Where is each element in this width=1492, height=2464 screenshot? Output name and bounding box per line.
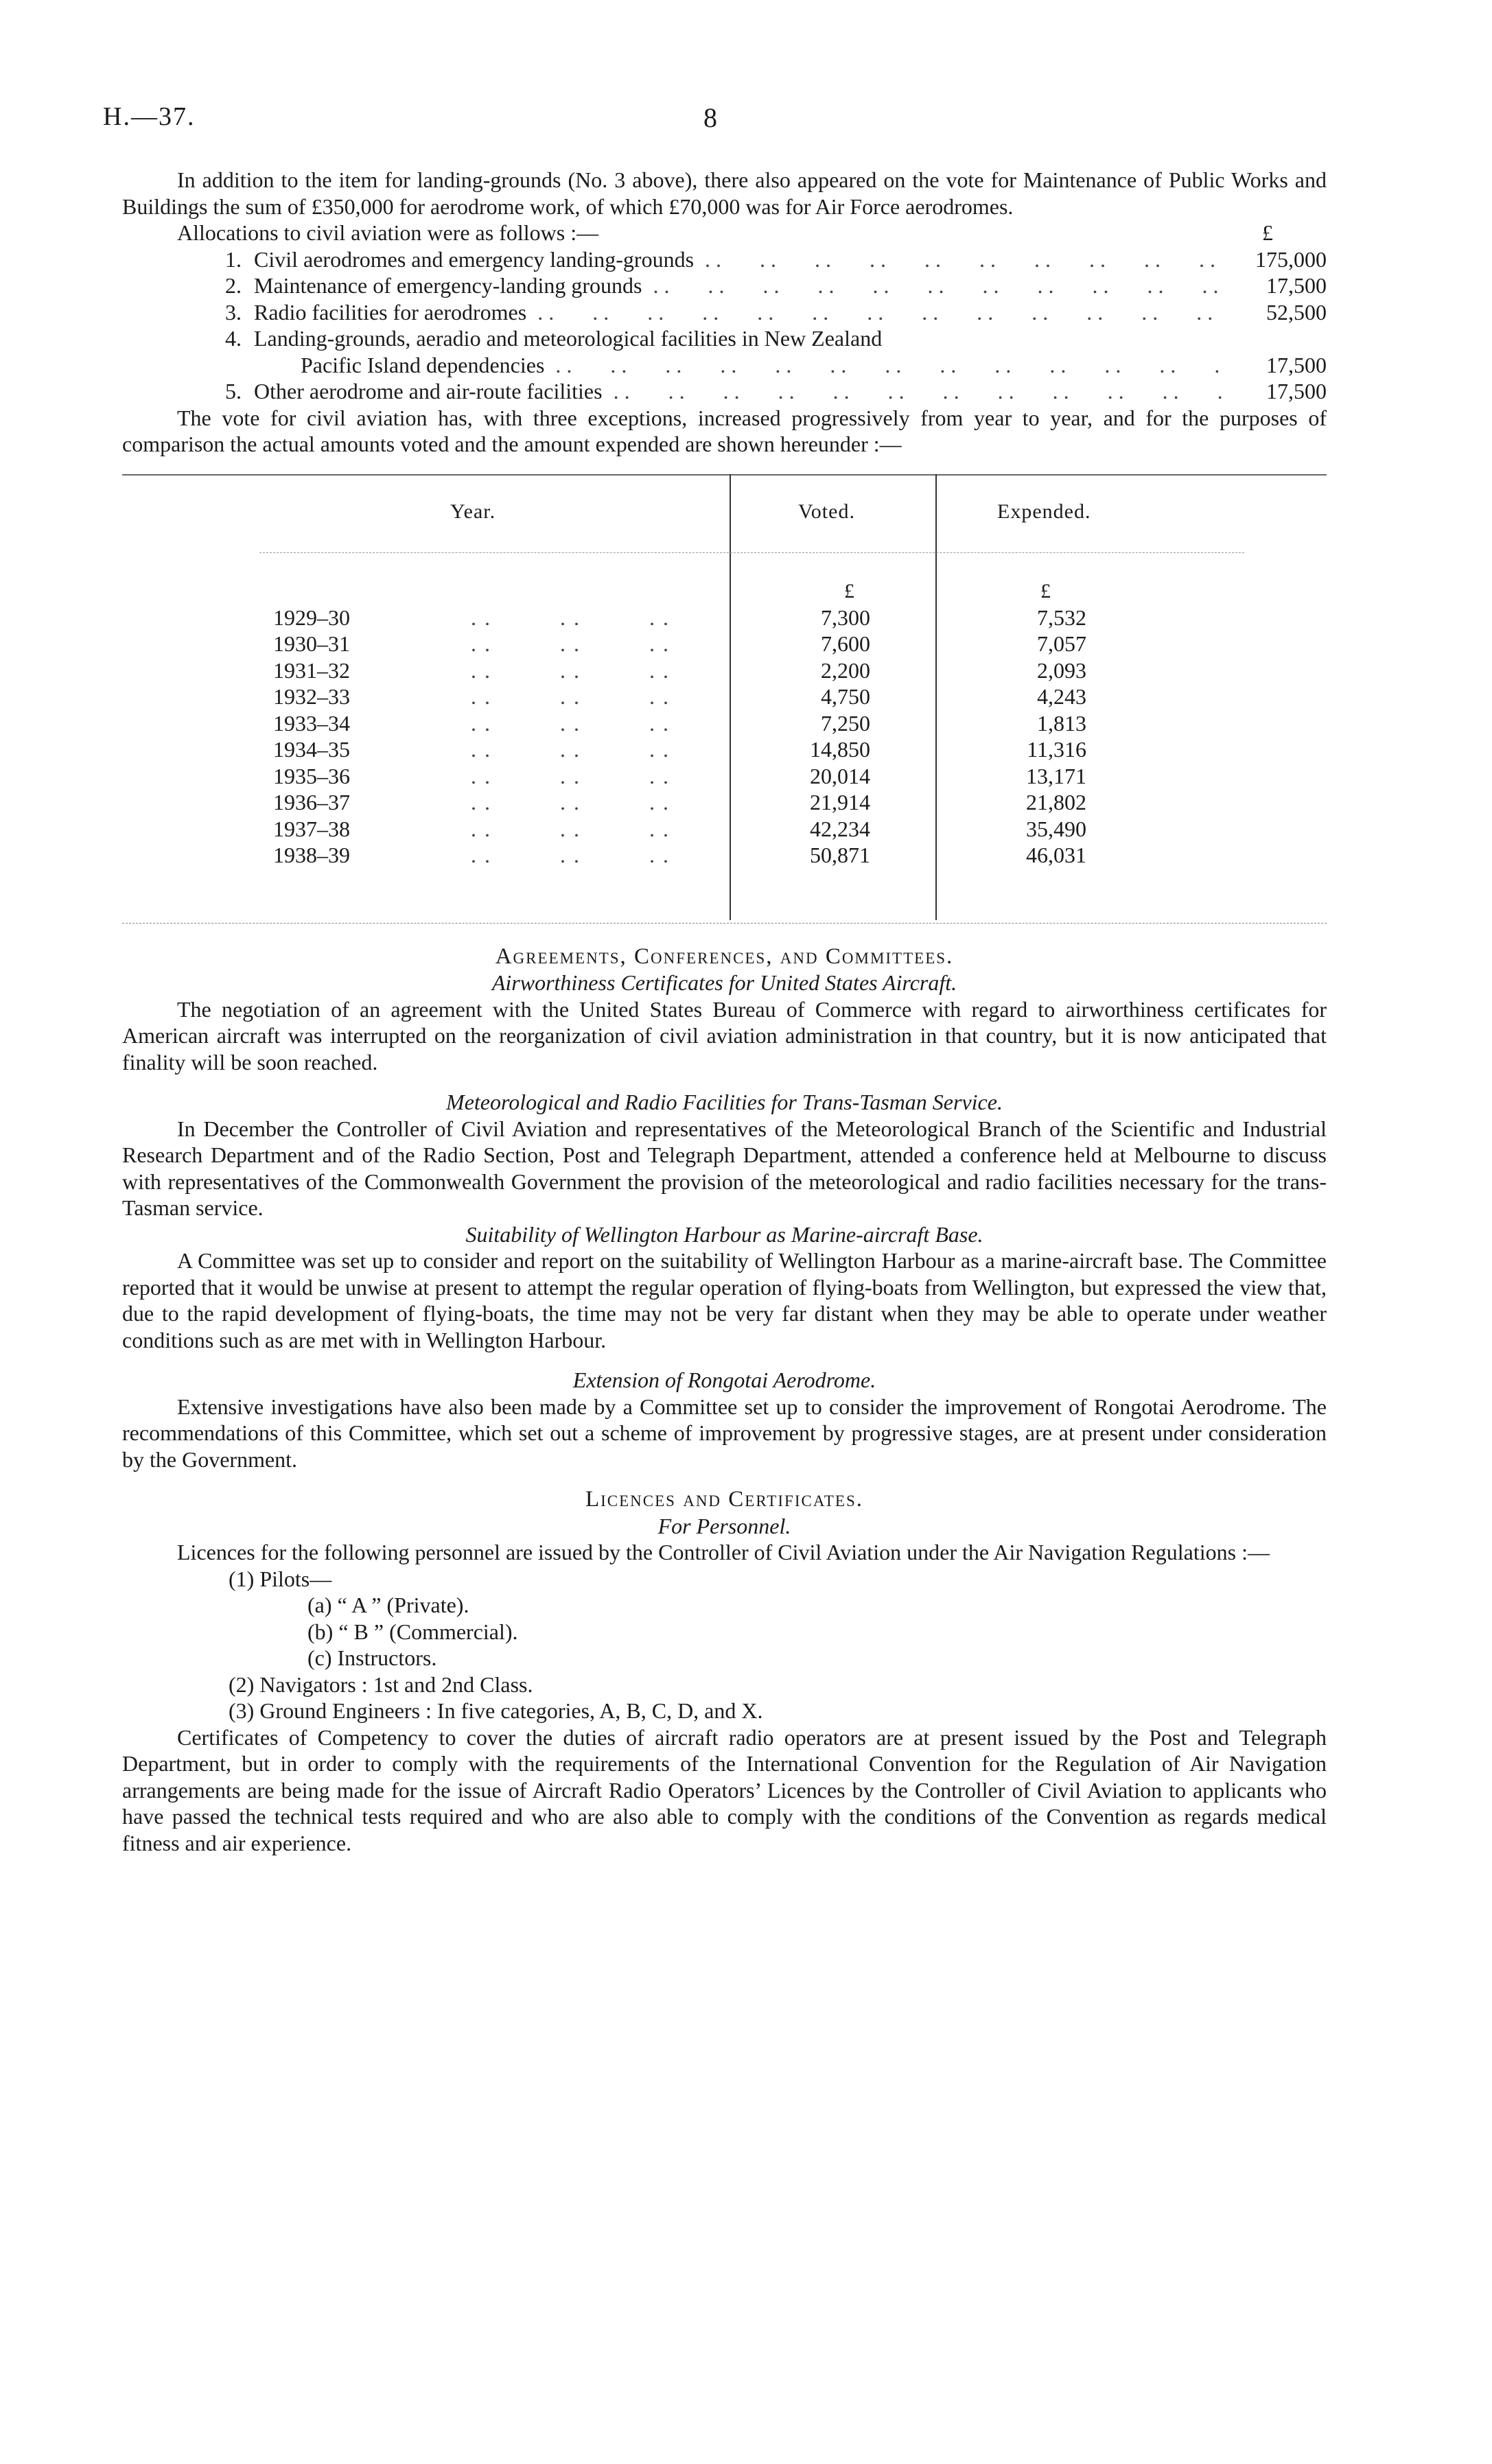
header-year: Year. [450,500,496,523]
row-voted: 21,914 [810,790,870,814]
row-year: 1934–35 [273,737,350,762]
licences-heading: Licences and Certificates. [585,1487,864,1512]
row-year: 1937–38 [273,816,350,841]
allocation-amount: 52,500 [1266,299,1327,325]
row-leader-dots: . . . . . . [471,737,670,762]
row-expended: 7,057 [1037,631,1086,656]
row-year: 1936–37 [273,790,350,814]
table-header-rule [259,552,1244,553]
allocation-item [225,246,1327,273]
row-expended: 2,093 [1037,657,1086,683]
voted-currency: £ [844,579,854,602]
allocations-intro: Allocations to civil aviation were as follows :— [177,220,599,245]
allocations-currency: £ [1262,220,1273,245]
allocation-item [225,299,1327,326]
allocation-label-continued: Pacific Island dependencies . . [301,352,1224,379]
row-leader-dots: . . . . . . [471,790,670,814]
allocation-number: 2. [225,273,242,298]
licences-intro: Licences for the following personnel are issued by the Controller of Civil Aviation under the Air Navigation Regulations :— [177,1540,1270,1564]
row-leader-dots: . . . . . . [471,631,670,656]
section-subheading: Suitability of Wellington Harbour as Marine-aircraft Base. [465,1221,983,1247]
row-voted: 2,200 [821,657,870,683]
section-subheading: Airworthiness Certificates for United States Aircraft. [491,970,957,995]
row-leader-dots: . . . . . . [471,843,670,867]
table-row [122,816,1327,843]
row-expended: 11,316 [1027,737,1086,762]
allocations-list [225,246,1327,405]
row-voted: 42,234 [810,816,870,841]
allocation-item [225,272,1327,299]
row-year: 1938–39 [273,843,350,867]
allocation-amount: 175,000 [1255,246,1327,272]
table-row [122,736,1327,763]
row-year: 1930–31 [273,631,350,656]
table-top-rule [122,474,1327,476]
row-leader-dots: . . . . . . [471,710,670,736]
row-expended: 4,243 [1037,684,1086,709]
row-leader-dots: . . . . . . [471,605,670,630]
table-row [122,657,1327,684]
row-expended: 7,532 [1037,605,1086,630]
agreements-heading: Agreements, Conferences, and Committees. [495,943,954,969]
row-leader-dots: . . . . . . [471,684,670,709]
licences-subheading: For Personnel. [657,1513,791,1538]
table-row [122,789,1327,816]
row-expended: 13,171 [1026,763,1086,788]
row-voted: 7,300 [821,605,870,630]
allocation-amount: 17,500 [1266,379,1327,403]
report-code: H.—37. [103,102,196,131]
row-expended: 35,490 [1026,816,1086,841]
allocations-intro-line [122,220,1327,246]
row-year: 1935–36 [273,763,350,788]
table-row [122,605,1327,631]
row-expended: 46,031 [1026,843,1086,867]
allocation-amount: 17,500 [1266,273,1327,298]
row-voted: 7,600 [821,631,870,656]
table-row [122,631,1327,657]
vote-table [122,470,1327,937]
section-paragraph: In December the Controller of Civil Aviation and representatives of the Meteorological Branch of the Scientific and Industrial Research Department and of the Radio Section, Post and Telegraph Department, attended a conference held at Melbourne to discuss with representatives of the Commonwealth Government the provision of the meteorological and radio facilities necessary for the trans-Tasman service. [122,1116,1327,1220]
table-row [122,683,1327,710]
row-leader-dots: . . . . . . [471,816,670,841]
intro-paragraph: In addition to the item for landing-grounds (No. 3 above), there also appeared on the vote for Maintenance of Public Works and Buildings the sum of £350,000 for aerodrome work, of which £70,000 was for Air Force aerodromes. [122,167,1327,219]
vote-paragraph: The vote for civil aviation has, with three exceptions, increased progressively from year to year, and for the purposes of comparison the actual amounts voted and the amount expended are shown hereunder :— [122,405,1327,456]
section-subheading: Extension of Rongotai Aerodrome. [572,1368,876,1392]
licences-closing: Certificates of Competency to cover the duties of aircraft radio operators are at present issued by the Post and Telegraph Department, but in order to comply with the requirements of the International Convention for the Regulation of Air Navigation arrangements are being made for the issue of Aircraft Radio Operators’ Licences by the Controller of Civil Aviation to applicants who have passed the technical tests required and who are also able to comply with the conditions of the Convention as regards medical fitness and air experience. [122,1724,1327,1855]
row-voted: 7,250 [821,710,870,736]
allocation-number: 1. [225,246,242,272]
table-row [122,763,1327,790]
allocation-item [225,378,1327,405]
row-leader-dots: . . . . . . [471,657,670,683]
section-paragraph: A Committee was set up to consider and report on the suitability of Wellington Harbour as a marine-aircraft base. The Committee reported that it would be unwise at present to attempt the regular operation of flying-boats from Wellington, but expressed the view that, due to the rapid development of flying-boats, the time may not be very far distant when they may be able to operate under weather conditions such as are met with in Wellington Harbour. [122,1248,1327,1352]
expended-currency: £ [1040,579,1051,602]
section-paragraph: The negotiation of an agreement with the United States Bureau of Commerce with regard to airworthiness certificates for American aircraft was interrupted on the reorganization of civil aviation administration in that country, but it is now anticipated that finality will be soon reached. [122,996,1327,1075]
allocation-label: Other aerodrome and air-route facilities . . [254,378,1224,405]
page-body [122,167,1327,1856]
table-bottom-rule [122,923,1327,924]
allocation-label: Radio facilities for aerodromes . . [254,299,1224,326]
licence-pilot-a: (a) “ A ” (Private). [307,1593,469,1617]
row-voted: 50,871 [810,843,870,867]
header-expended: Expended. [997,500,1091,523]
table-row [122,842,1327,869]
row-voted: 4,750 [821,684,870,709]
allocation-number: 3. [225,299,242,325]
row-year: 1933–34 [273,710,350,736]
section-paragraph: Extensive investigations have also been made by a Committee set up to consider the improvement of Rongotai Aerodrome. The recommendations of this Committee, which set out a scheme of improvement by progressive stages, are at present under consideration by the Government. [122,1394,1327,1472]
row-year: 1929–30 [273,605,350,630]
section-subheading: Meteorological and Radio Facilities for Trans-Tasman Service. [446,1090,1003,1114]
header-voted: Voted. [798,500,855,523]
allocation-label: Maintenance of emergency-landing grounds . . [254,272,1224,299]
licence-pilot-b: (b) “ B ” (Commercial). [307,1619,518,1644]
row-year: 1932–33 [273,684,350,709]
allocation-item [225,325,1327,352]
table-row [122,710,1327,737]
allocation-number: 4. [225,326,242,351]
allocation-label: Civil aerodromes and emergency landing-grounds . . [254,246,1224,273]
licence-pilot-c: (c) Instructors. [307,1645,437,1670]
allocation-number: 5. [225,379,242,403]
row-expended: 1,813 [1037,710,1086,736]
allocation-amount: 17,500 [1266,352,1327,377]
allocation-item-continued [225,352,1327,379]
allocation-label: Landing-grounds, aeradio and meteorological facilities in New Zealand [254,326,883,351]
row-voted: 14,850 [810,737,870,762]
page-number: 8 [703,102,717,133]
licence-pilots: (1) Pilots— [229,1566,332,1591]
row-voted: 20,014 [810,763,870,788]
row-leader-dots: . . . . . . [471,763,670,788]
row-expended: 21,802 [1026,790,1086,814]
licence-engineers: (3) Ground Engineers : In five categories, A, B, C, D, and X. [229,1698,763,1723]
row-year: 1931–32 [273,657,350,683]
licence-navigators: (2) Navigators : 1st and 2nd Class. [229,1671,533,1697]
